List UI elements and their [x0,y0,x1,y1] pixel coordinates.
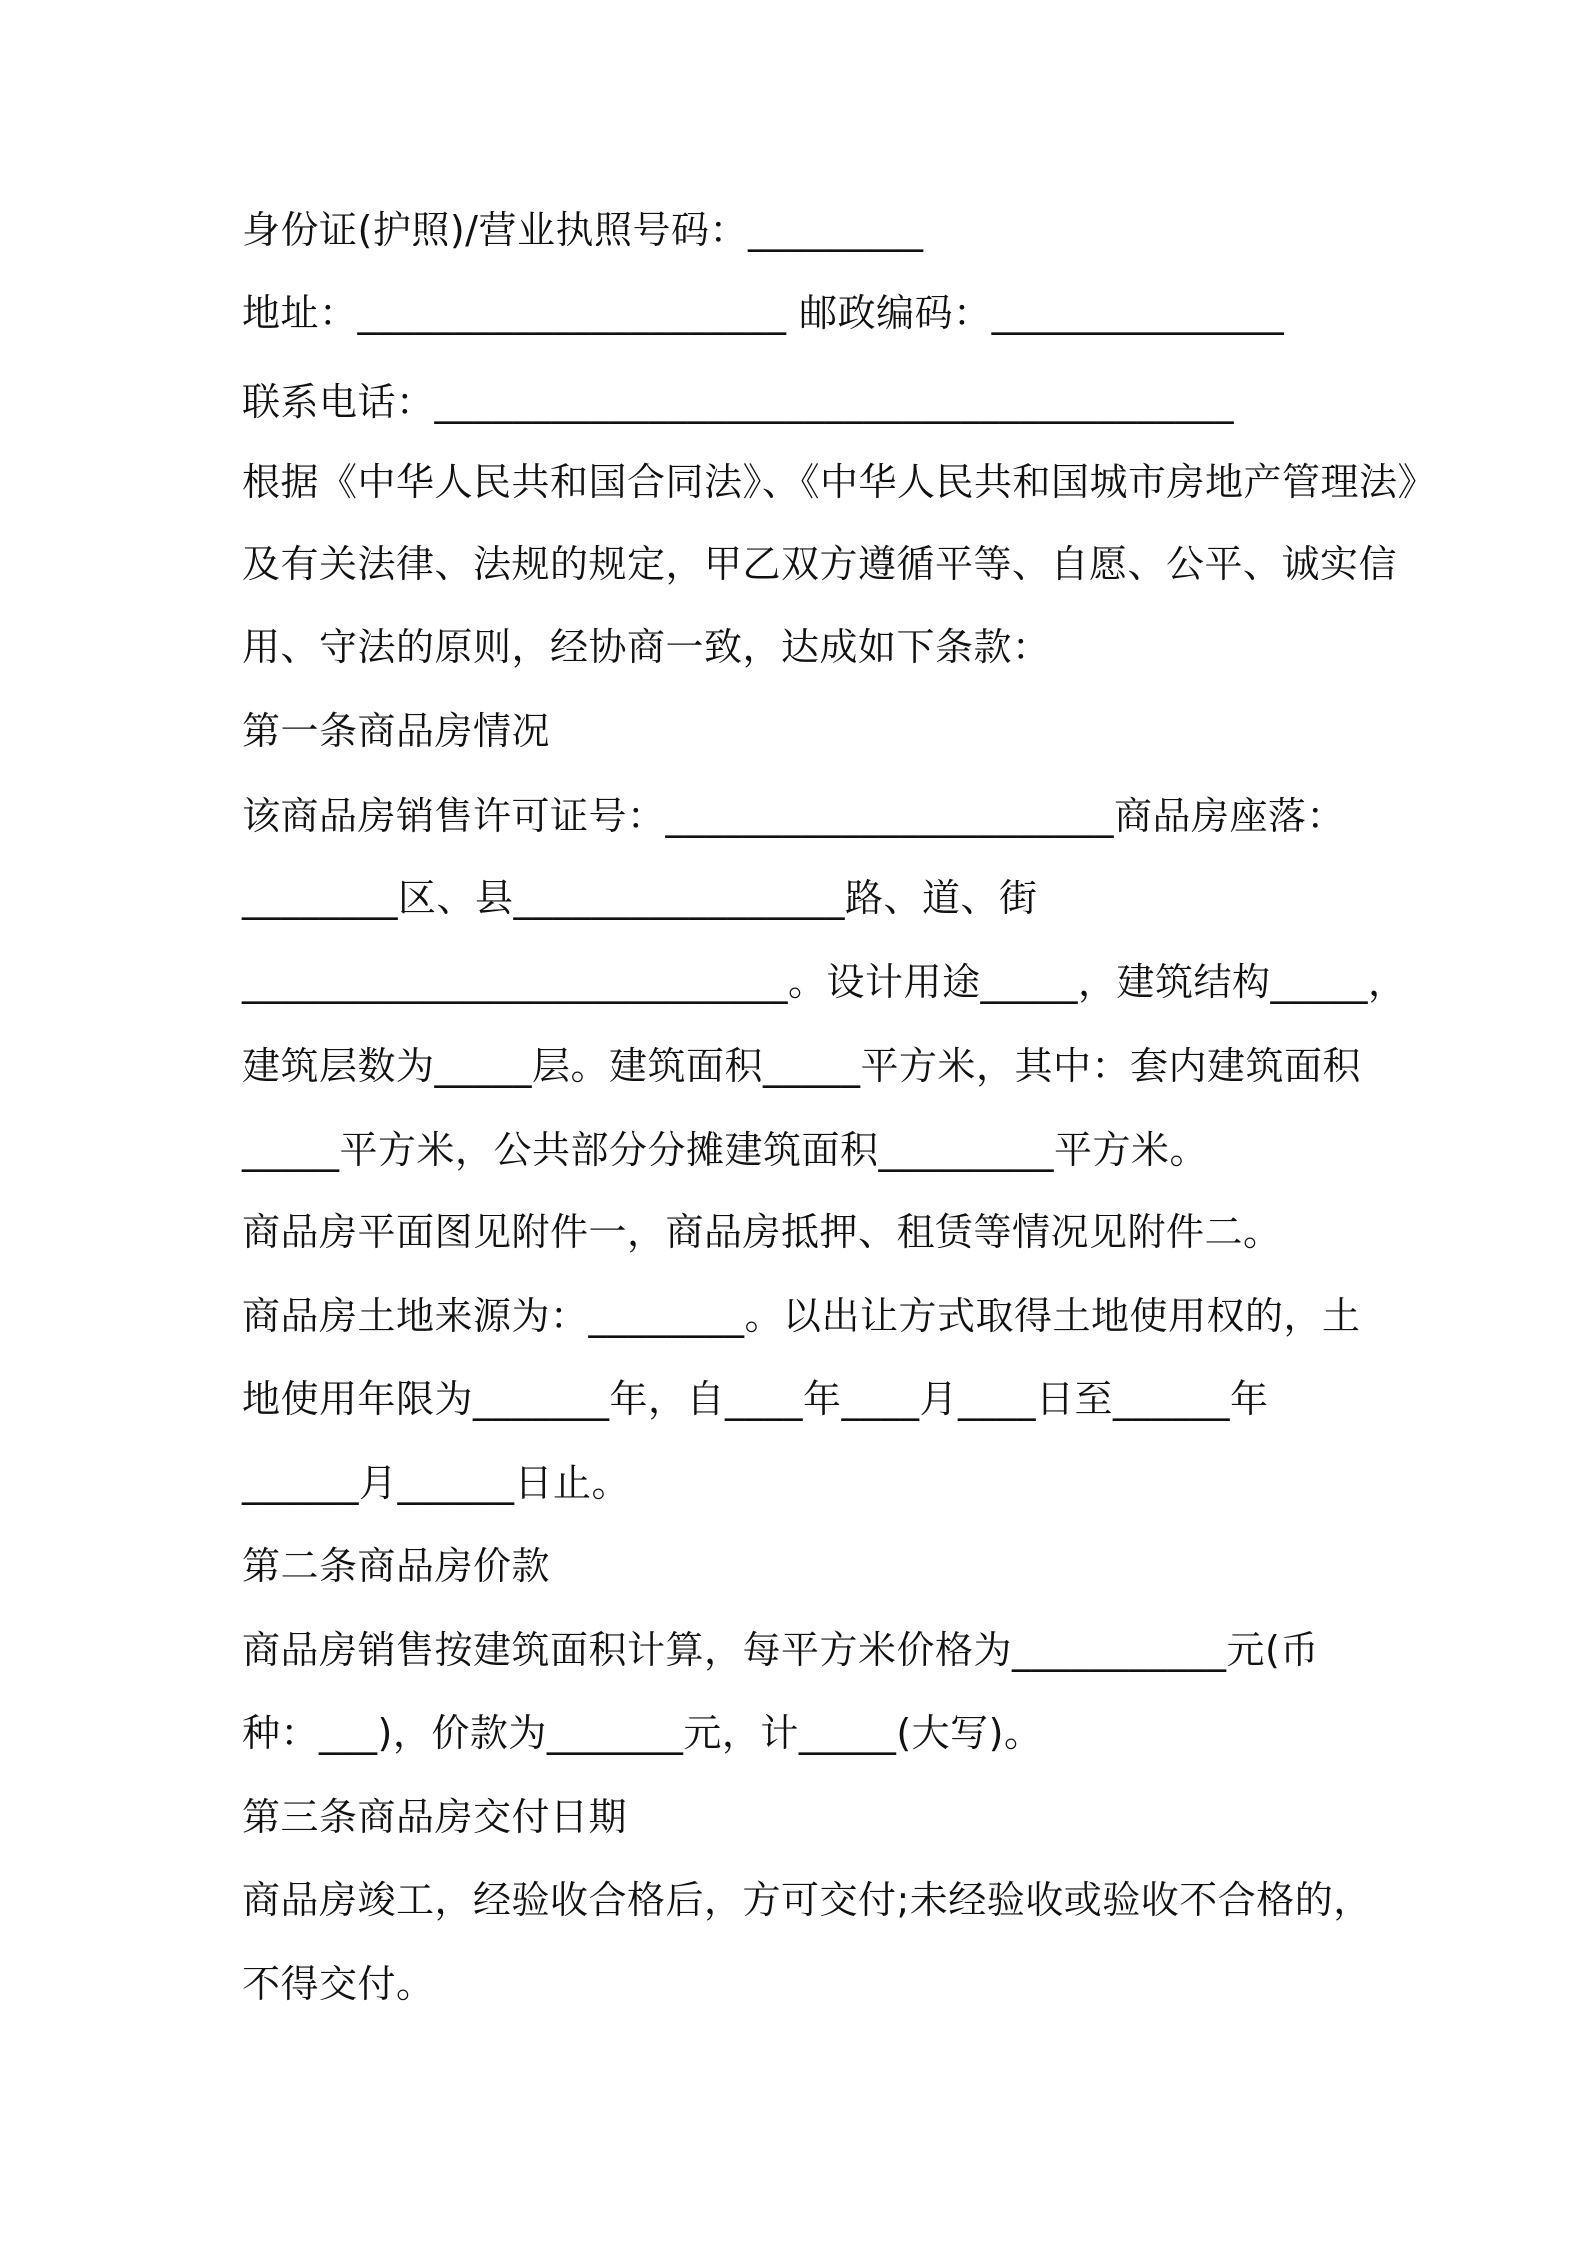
article-2-heading: 第二条商品房价款 [242,1544,551,1588]
address-postcode-line: 地址：______________________ 邮政编码：_______________ [242,291,1285,335]
preamble-line-2: 及有关法律、法规的规定，甲乙双方遵循平等、自愿、公平、诚实信 [242,542,1398,586]
article-1-line-2: ________区、县_________________路、道、街 [242,876,1038,920]
article-1-line-3: ____________________________。设计用途_____，建筑结构_____， [242,960,1407,1004]
article-2-line-2: 种：___)，价款为_______元，计_____(大写)。 [242,1711,1043,1755]
article-1-line-7: 商品房土地来源为：________。以出让方式取得土地使用权的，土 [242,1294,1361,1338]
article-1-heading: 第一条商品房情况 [242,709,551,753]
phone-line: 联系电话：_________________________________________ [242,380,1235,424]
article-3-line-1: 商品房竣工，经验收合格后，方可交付;未经验收或验收不合格的， [242,1878,1372,1922]
article-1-line-5: _____平方米，公共部分分摊建筑面积_________平方米。 [242,1128,1209,1172]
article-3-line-2: 不得交付。 [242,1962,435,2006]
article-1-line-6: 商品房平面图见附件一，商品房抵押、租赁等情况见附件二。 [242,1210,1282,1254]
article-1-line-1: 该商品房销售许可证号：_______________________商品房座落： [242,794,1346,838]
article-1-line-8: 地使用年限为_______年，自____年____月____日至______年 [242,1377,1269,1421]
article-1-line-9: ______月______日止。 [242,1461,631,1505]
article-2-line-1: 商品房销售按建筑面积计算，每平方米价格为___________元(币 [242,1628,1319,1672]
preamble-line-3: 用、守法的原则，经协商一致，达成如下条款： [242,625,1051,669]
article-3-heading: 第三条商品房交付日期 [242,1795,628,1839]
id-number-line: 身份证(护照)/营业执照号码：_________ [242,208,924,252]
preamble-line-1: 根据《中华人民共和国合同法》、《中华人民共和国城市房地产管理法》 [242,460,1437,504]
article-1-line-4: 建筑层数为_____层。建筑面积_____平方米，其中：套内建筑面积 [242,1044,1362,1088]
